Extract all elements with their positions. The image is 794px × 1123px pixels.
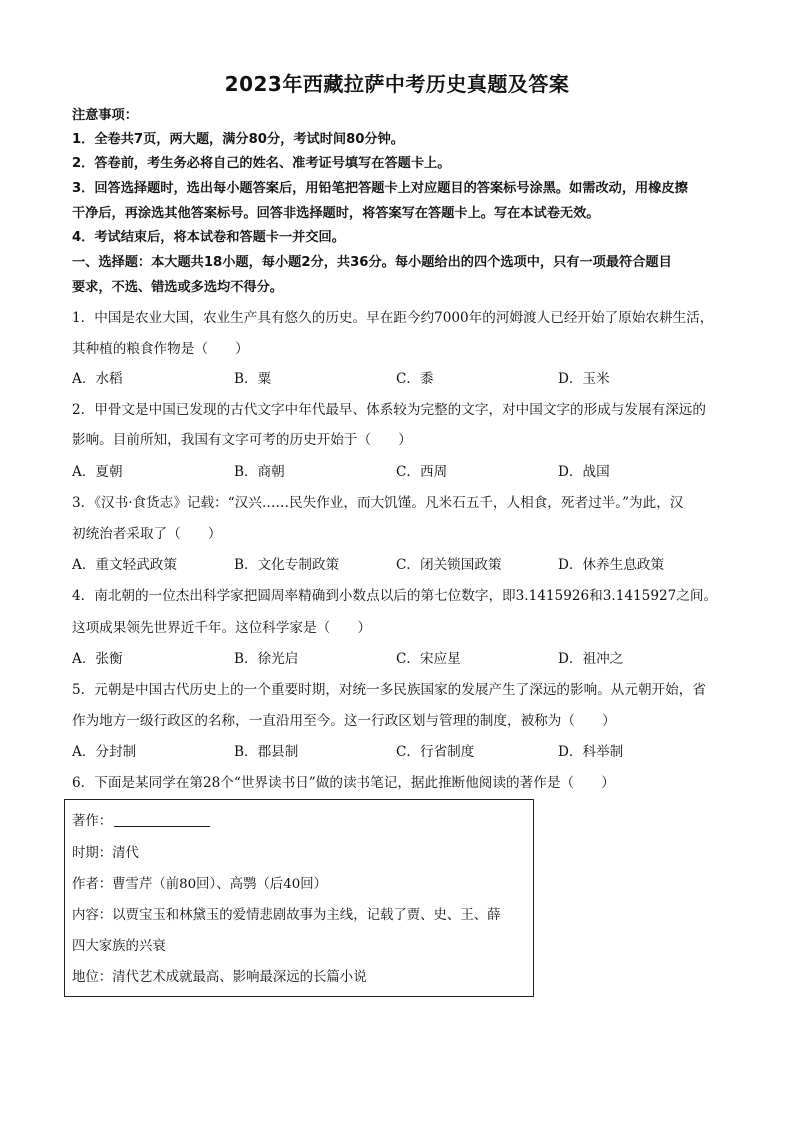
question-3-stem: 3．《汉书·食货志》记载：“汉兴……民失作业，而大饥馑。凡米石五千，人相食，死者过半。”为此，汉 <box>72 495 684 511</box>
question-3-option-a: A．重文轻武政策 <box>72 557 177 573</box>
question-1-option-d: D．玉米 <box>558 371 610 387</box>
note-work-row <box>72 813 210 831</box>
note-item-1: 1．全卷共7页，两大题，满分80分，考试时间80分钟。 <box>72 132 404 147</box>
question-6-stem: 6．下面是某同学在第28个“世界读书日”做的读书笔记，据此推断他阅读的著作是（ ） <box>72 775 615 791</box>
question-2-stem-cont: 影响。目前所知，我国有文字可考的历史开始于（ ） <box>72 432 412 448</box>
question-5-option-b: B．郡县制 <box>234 744 299 760</box>
note-author: 作者：曹雪芹（前80回）、高鹗（后40回） <box>72 877 328 892</box>
question-1-option-a: A．水稻 <box>72 371 123 387</box>
note-content-cont: 四大家族的兴衰 <box>72 939 166 954</box>
notes-heading: 注意事项： <box>72 108 138 123</box>
question-4-option-d: D．祖冲之 <box>558 651 624 667</box>
question-2-option-d: D．战国 <box>558 464 610 480</box>
question-3-option-b: B．文化专制政策 <box>234 557 340 573</box>
question-4-stem-cont: 这项成果领先世界近千年。这位科学家是（ ） <box>72 620 372 636</box>
note-period: 时期：清代 <box>72 846 139 861</box>
note-work-label: 著作： <box>72 814 113 829</box>
question-5-option-c: C．行省制度 <box>396 744 475 760</box>
page-title: 2023年西藏拉萨中考历史真题及答案 <box>224 72 570 96</box>
question-5-option-d: D．科举制 <box>558 744 624 760</box>
question-2-option-a: A．夏朝 <box>72 464 123 480</box>
question-1-stem: 1．中国是农业大国，农业生产具有悠久的历史。早在距今约7000年的河姆渡人已经开始了原始农耕生活， <box>72 310 714 326</box>
question-2-option-c: C．西周 <box>396 464 448 480</box>
note-work-blank <box>114 814 210 827</box>
note-item-3: 3．回答选择题时，选出每小题答案后，用铅笔把答题卡上对应题目的答案标号涂黑。如需改动，用橡皮擦 <box>72 181 688 196</box>
question-4-option-a: A．张衡 <box>72 651 123 667</box>
question-2-stem: 2．甲骨文是中国已发现的古代文字中年代最早、体系较为完整的文字，对中国文字的形成与发展有深远的 <box>72 402 706 418</box>
question-2-option-b: B．商朝 <box>234 464 285 480</box>
note-status: 地位：清代艺术成就最高、影响最深远的长篇小说 <box>72 970 367 985</box>
question-3-option-c: C．闭关锁国政策 <box>396 557 502 573</box>
note-item-3-cont: 干净后，再涂选其他答案标号。回答非选择题时，将答案写在答题卡上。写在本试卷无效。 <box>72 206 600 221</box>
question-5-stem-cont: 作为地方一级行政区的名称，一直沿用至今。这一行政区划与管理的制度，被称为（ ） <box>72 713 616 729</box>
note-item-2: 2．答卷前，考生务必将自己的姓名、准考证号填写在答题卡上。 <box>72 156 451 171</box>
note-content: 内容：以贾宝玉和林黛玉的爱情悲剧故事为主线，记载了贾、史、王、薛 <box>72 908 501 923</box>
question-4-option-b: B．徐光启 <box>234 651 299 667</box>
question-3-option-d: D．休养生息政策 <box>558 557 665 573</box>
question-1-option-c: C．黍 <box>396 371 434 387</box>
question-4-option-c: C．宋应星 <box>396 651 461 667</box>
question-1-stem-cont: 其种植的粮食作物是（ ） <box>72 341 249 357</box>
question-1-option-b: B．粟 <box>234 371 272 387</box>
question-5-stem: 5．元朝是中国古代历史上的一个重要时期，对统一多民族国家的发展产生了深远的影响。从元朝开始，省 <box>72 682 706 698</box>
section-heading-cont: 要求，不选、错选或多选均不得分。 <box>72 280 283 295</box>
note-item-4: 4．考试结束后，将本试卷和答题卡一并交回。 <box>72 230 345 245</box>
question-3-stem-cont: 初统治者采取了（ ） <box>72 526 222 542</box>
question-4-stem: 4．南北朝的一位杰出科学家把圆周率精确到小数点以后的第七位数字，即3.1415926和3.1415927之间。 <box>72 588 718 604</box>
section-heading: 一、选择题：本大题共18小题，每小题2分，共36分。每小题给出的四个选项中，只有一项最符合题目 <box>72 255 672 270</box>
question-5-option-a: A．分封制 <box>72 744 137 760</box>
